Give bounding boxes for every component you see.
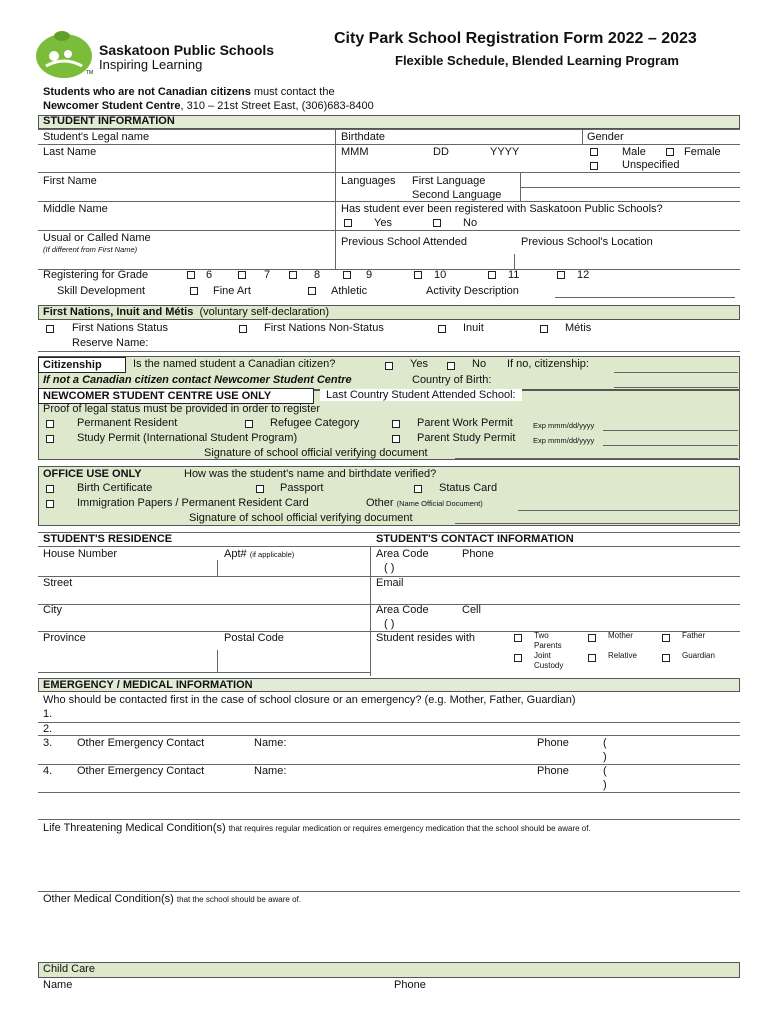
middle-name-label: Middle Name bbox=[43, 203, 108, 215]
province-label: Province bbox=[43, 632, 86, 644]
joint-custody-label: Joint Custody bbox=[534, 651, 564, 670]
status-card-label: Status Card bbox=[439, 482, 498, 494]
refugee-label: Refugee Category bbox=[270, 417, 360, 429]
registered-yes-label: Yes bbox=[374, 217, 392, 229]
phone-3-close-paren: ) bbox=[603, 751, 607, 763]
grade-label: Registering for Grade bbox=[43, 269, 149, 281]
athletic-checkbox[interactable] bbox=[308, 287, 316, 295]
cell-label: Cell bbox=[462, 604, 481, 616]
email-label: Email bbox=[376, 577, 404, 589]
emergency-title: EMERGENCY / MEDICAL INFORMATION bbox=[43, 679, 253, 691]
logo-tm: TM bbox=[86, 70, 94, 76]
passport-label: Passport bbox=[280, 482, 324, 494]
phone-4-label: Phone bbox=[537, 765, 569, 777]
grade-6-checkbox[interactable] bbox=[187, 271, 195, 279]
study-permit-label: Study Permit (International Student Program) bbox=[77, 432, 298, 444]
gender-label: Gender bbox=[587, 131, 624, 143]
citizen-no-label: No bbox=[472, 358, 487, 370]
guardian-checkbox[interactable] bbox=[662, 654, 670, 662]
usual-name-label: Usual or Called Name bbox=[43, 232, 151, 244]
area-code-parens: ( ) bbox=[384, 562, 395, 574]
city-label: City bbox=[43, 604, 62, 616]
two-parents-checkbox[interactable] bbox=[514, 634, 522, 642]
citizen-notice: If not a Canadian citizen contact Newcomer Student Centre bbox=[43, 374, 352, 386]
mother-label: Mother bbox=[608, 631, 633, 640]
gender-unspecified-label: Unspecified bbox=[622, 159, 680, 171]
name-4-label: Name: bbox=[254, 765, 287, 777]
grade-7-checkbox[interactable] bbox=[238, 271, 246, 279]
two-parents-label: Two Parents bbox=[534, 631, 562, 650]
grade-11-label: 11 bbox=[508, 269, 520, 281]
notice-line2: Newcomer Student Centre, 310 – 21st Street East, (306)683-8400 bbox=[43, 100, 374, 112]
other-contact-4-label: Other Emergency Contact bbox=[77, 765, 205, 777]
refugee-checkbox[interactable] bbox=[245, 420, 253, 428]
grade-12-label: 12 bbox=[577, 269, 590, 281]
athletic-label: Athletic bbox=[331, 285, 368, 297]
fine-art-label: Fine Art bbox=[213, 285, 251, 297]
parent-work-permit-label: Parent Work Permit bbox=[417, 417, 513, 429]
work-permit-exp: Exp mmm/dd/yyyy bbox=[533, 421, 595, 430]
registered-no-label: No bbox=[463, 217, 478, 229]
languages-label: Languages bbox=[341, 175, 396, 187]
phone-3-open-paren: ( bbox=[603, 737, 607, 749]
permanent-resident-label: Permanent Resident bbox=[77, 417, 178, 429]
house-number-label: House Number bbox=[43, 548, 117, 560]
grade-10-checkbox[interactable] bbox=[414, 271, 422, 279]
joint-custody-checkbox[interactable] bbox=[514, 654, 522, 662]
metis-label: Métis bbox=[565, 322, 592, 334]
if-no-citizenship-label: If no, citizenship: bbox=[507, 358, 589, 370]
grade-9-label: 9 bbox=[366, 269, 373, 281]
study-permit-checkbox[interactable] bbox=[46, 435, 54, 443]
name-3-label: Name: bbox=[254, 737, 287, 749]
study-permit-exp: Exp mmm/dd/yyyy bbox=[533, 436, 595, 445]
resides-with-label: Student resides with bbox=[376, 632, 476, 644]
grade-12-checkbox[interactable] bbox=[557, 271, 565, 279]
fine-art-checkbox[interactable] bbox=[190, 287, 198, 295]
metis-checkbox[interactable] bbox=[540, 325, 548, 333]
grade-11-checkbox[interactable] bbox=[488, 271, 496, 279]
father-checkbox[interactable] bbox=[662, 634, 670, 642]
birth-certificate-checkbox[interactable] bbox=[46, 485, 54, 493]
logo-subtitle: Inspiring Learning bbox=[99, 57, 203, 72]
first-name-label: First Name bbox=[43, 175, 97, 187]
previous-school-label: Previous School Attended bbox=[341, 236, 467, 248]
country-of-birth-label: Country of Birth: bbox=[412, 374, 492, 386]
residence-title: STUDENT'S RESIDENCE bbox=[43, 533, 173, 545]
other-contact-3-label: Other Emergency Contact bbox=[77, 737, 205, 749]
office-signature-label: Signature of school official verifying document bbox=[189, 512, 413, 524]
immigration-label: Immigration Papers / Permanent Resident Card bbox=[77, 497, 309, 509]
mother-checkbox[interactable] bbox=[588, 634, 596, 642]
phone-4-open-paren: ( bbox=[603, 765, 607, 777]
usual-name-note: (If different from First Name) bbox=[43, 245, 138, 254]
previous-location-label: Previous School's Location bbox=[521, 236, 653, 248]
citizen-yes-label: Yes bbox=[410, 358, 428, 370]
citizen-no-checkbox[interactable] bbox=[447, 362, 455, 370]
emergency-question: Who should be contacted first in the case of school closure or an emergency? (e.g. Mother, Father, Guardian) bbox=[43, 694, 576, 706]
inuit-checkbox[interactable] bbox=[438, 325, 446, 333]
childcare-title: Child Care bbox=[43, 963, 95, 975]
notice-line1: Students who are not Canadian citizens must contact the bbox=[43, 86, 335, 98]
gender-female-checkbox[interactable] bbox=[666, 148, 674, 156]
registered-yes-checkbox[interactable] bbox=[344, 219, 352, 227]
dd-label: DD bbox=[433, 146, 449, 158]
apt-label: Apt# (if applicable) bbox=[224, 548, 295, 560]
phone-3-label: Phone bbox=[537, 737, 569, 749]
life-threatening-label: Life Threatening Medical Condition(s) that requires regular medication or requires emergency medication that the school should be aware of. bbox=[43, 822, 591, 834]
fn-non-status-checkbox[interactable] bbox=[239, 325, 247, 333]
citizenship-label: Citizenship bbox=[38, 357, 126, 373]
street-label: Street bbox=[43, 577, 73, 589]
yyyy-label: YYYY bbox=[490, 146, 520, 158]
inuit-label: Inuit bbox=[463, 322, 484, 334]
newcomer-label: NEWCOMER STUDENT CENTRE USE ONLY bbox=[38, 388, 314, 404]
phone-label: Phone bbox=[462, 548, 494, 560]
childcare-bar bbox=[38, 962, 740, 978]
second-language-label: Second Language bbox=[412, 189, 502, 201]
citizen-yes-checkbox[interactable] bbox=[385, 362, 393, 370]
activity-description-label: Activity Description bbox=[426, 285, 519, 297]
first-language-label: First Language bbox=[412, 175, 486, 187]
parent-work-permit-checkbox[interactable] bbox=[392, 420, 400, 428]
legal-name-label: Student's Legal name bbox=[43, 131, 150, 143]
gender-male-label: Male bbox=[622, 146, 646, 158]
immigration-checkbox[interactable] bbox=[46, 500, 54, 508]
gender-female-label: Female bbox=[684, 146, 721, 158]
citizen-question: Is the named student a Canadian citizen? bbox=[133, 358, 336, 370]
guardian-label: Guardian bbox=[682, 651, 715, 660]
registered-question: Has student ever been registered with Saskatoon Public Schools? bbox=[341, 203, 663, 215]
last-country-label: Last Country Student Attended School: bbox=[320, 389, 522, 401]
gender-unspecified-checkbox[interactable] bbox=[590, 162, 598, 170]
area-code2-label: Area Code bbox=[376, 604, 429, 616]
last-name-label: Last Name bbox=[43, 146, 97, 158]
proof-label: Proof of legal status must be provided in order to register bbox=[43, 403, 320, 415]
fn-status-label: First Nations Status bbox=[72, 322, 168, 334]
emergency-1: 1. bbox=[43, 708, 53, 720]
area-code2-parens: ( ) bbox=[384, 618, 395, 630]
grade-8-checkbox[interactable] bbox=[289, 271, 297, 279]
birthdate-label: Birthdate bbox=[341, 131, 386, 143]
form-title: City Park School Registration Form 2022 – 2023 bbox=[334, 30, 697, 47]
office-label: OFFICE USE ONLY bbox=[43, 468, 142, 480]
student-info-title: STUDENT INFORMATION bbox=[43, 115, 175, 127]
gender-male-checkbox[interactable] bbox=[590, 148, 598, 156]
birth-certificate-label: Birth Certificate bbox=[77, 482, 153, 494]
phone-4-close-paren: ) bbox=[603, 779, 607, 791]
grade-6-label: 6 bbox=[206, 269, 213, 281]
emergency-2: 2. bbox=[43, 723, 53, 735]
fnim-title: First Nations, Inuit and Métis (voluntary self-declaration) bbox=[43, 306, 330, 318]
relative-label: Relative bbox=[608, 651, 637, 660]
fn-status-checkbox[interactable] bbox=[46, 325, 54, 333]
parent-study-permit-label: Parent Study Permit bbox=[417, 432, 516, 444]
postal-code-label: Postal Code bbox=[224, 632, 284, 644]
grade-8-label: 8 bbox=[314, 269, 321, 281]
newcomer-signature-label: Signature of school official verifying document bbox=[204, 447, 428, 459]
other-medical-label: Other Medical Condition(s) that the school should be aware of. bbox=[43, 893, 301, 905]
grade-10-label: 10 bbox=[434, 269, 447, 281]
area-code-label: Area Code bbox=[376, 548, 429, 560]
permanent-resident-checkbox[interactable] bbox=[46, 420, 54, 428]
father-label: Father bbox=[682, 631, 706, 640]
childcare-name-label: Name bbox=[43, 979, 73, 991]
relative-checkbox[interactable] bbox=[588, 654, 596, 662]
skill-development-label: Skill Development bbox=[57, 285, 146, 297]
emergency-3: 3. bbox=[43, 737, 53, 749]
childcare-phone-label: Phone bbox=[394, 979, 426, 991]
reserve-name-label: Reserve Name: bbox=[72, 337, 149, 349]
parent-study-permit-checkbox[interactable] bbox=[392, 435, 400, 443]
office-question: How was the student's name and birthdate verified? bbox=[184, 468, 437, 480]
grade-9-checkbox[interactable] bbox=[343, 271, 351, 279]
form-subtitle: Flexible Schedule, Blended Learning Program bbox=[395, 53, 679, 68]
fn-non-status-label: First Nations Non-Status bbox=[264, 322, 384, 334]
other-document-label: Other (Name Official Document) bbox=[366, 497, 483, 509]
status-card-checkbox[interactable] bbox=[414, 485, 422, 493]
passport-checkbox[interactable] bbox=[256, 485, 264, 493]
logo-title: Saskatoon Public Schools bbox=[99, 42, 275, 58]
grade-7-label: 7 bbox=[264, 269, 271, 281]
emergency-4: 4. bbox=[43, 765, 53, 777]
registered-no-checkbox[interactable] bbox=[433, 219, 441, 227]
contact-title: STUDENT'S CONTACT INFORMATION bbox=[376, 533, 574, 545]
mmm-label: MMM bbox=[341, 146, 369, 158]
